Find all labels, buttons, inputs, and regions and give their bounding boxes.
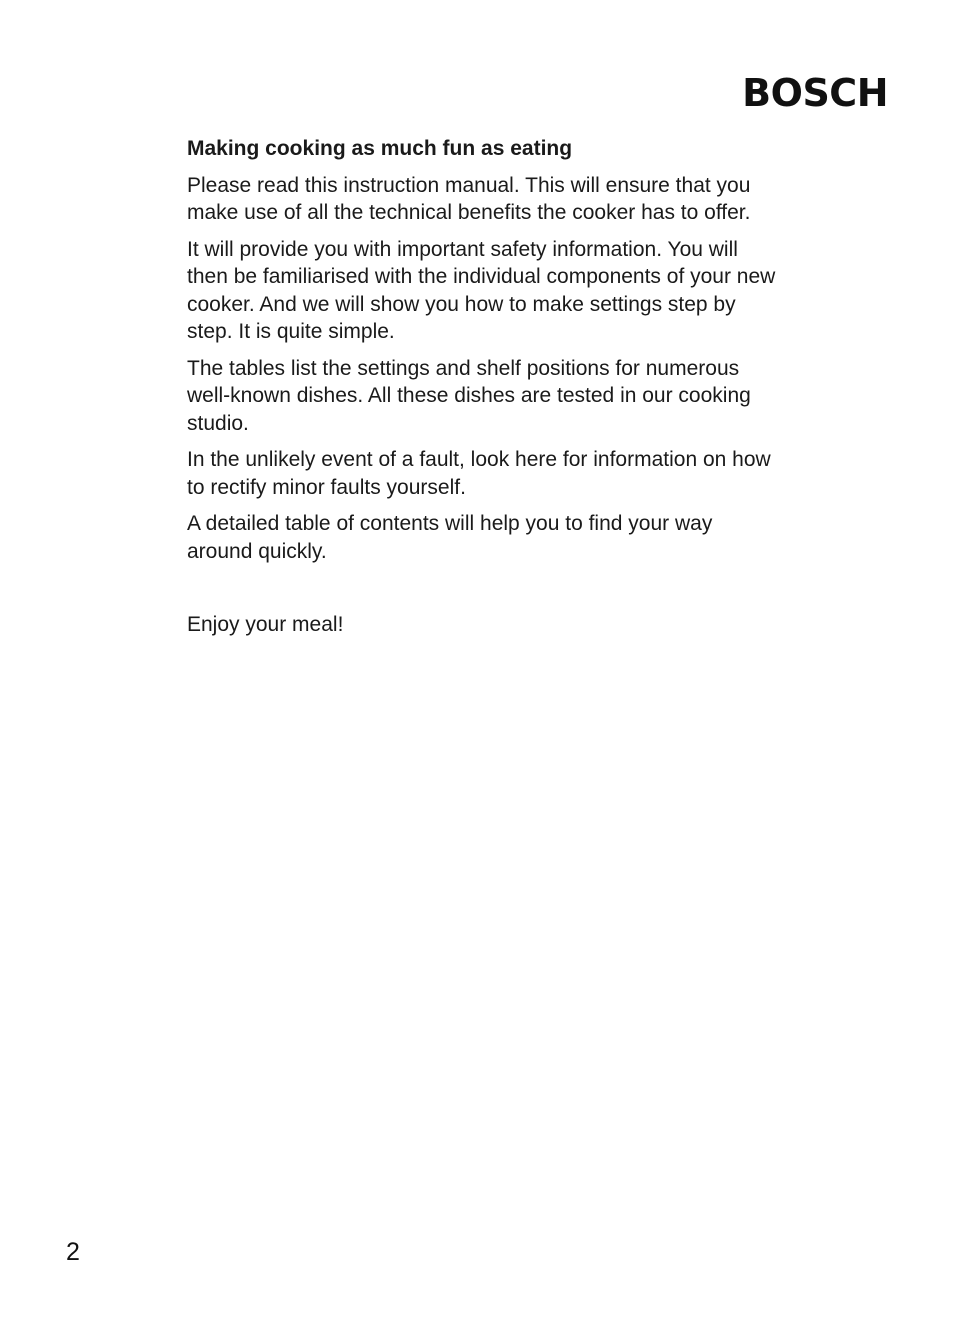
paragraph-safety-info: It will provide you with important safety information. You will then be familiarised with the individual components of your new cooker. And we will show you how to make settings step by step. It is quite simple.: [187, 237, 776, 343]
paragraph-manual-intro: Please read this instruction manual. This will ensure that you make use of all the technical benefits the cooker has to offer.: [187, 173, 751, 224]
paragraph-contents: A detailed table of contents will help you to find your way around quickly.: [187, 512, 713, 563]
bosch-logo: BOSCH: [742, 71, 888, 115]
paragraph-faults: In the unlikely event of a fault, look here for information on how to rectify minor faults yourself.: [187, 448, 771, 499]
intro-section: [187, 135, 777, 639]
section-heading: Making cooking as much fun as eating: [187, 137, 573, 160]
closing-line: Enjoy your meal!: [187, 613, 344, 636]
paragraph-tables: The tables list the settings and shelf positions for numerous well-known dishes. All these dishes are tested in our cooking studio.: [187, 356, 751, 435]
page-number: 2: [66, 1238, 80, 1266]
